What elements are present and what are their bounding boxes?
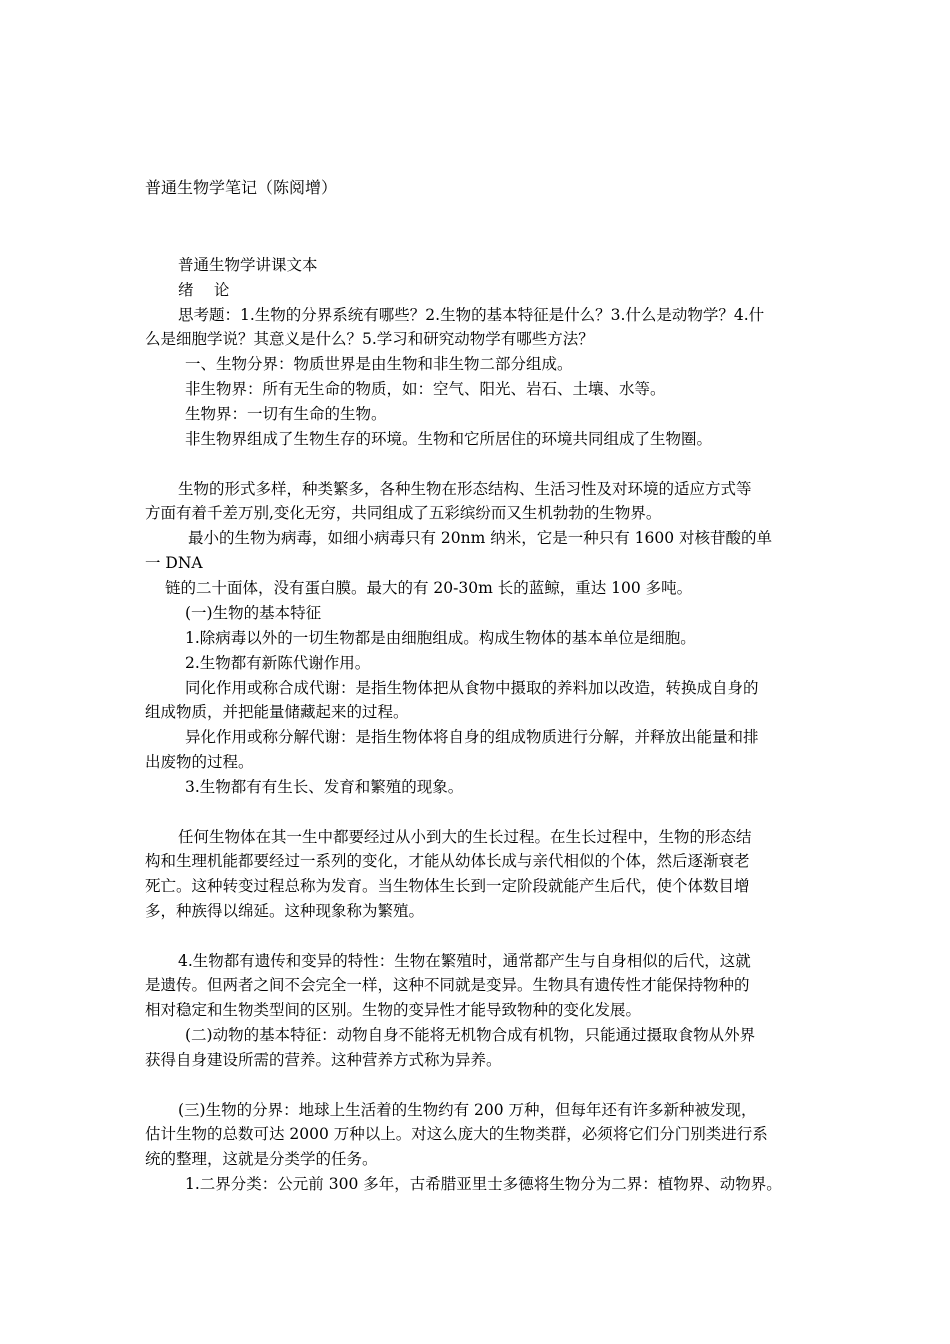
text-line: 非生物界：所有无生命的物质，如：空气、阳光、岩石、土壤、水等。 xyxy=(185,380,666,398)
text-line: 思考题：1.生物的分界系统有哪些？2.生物的基本特征是什么？3.什么是动物学？4.什 xyxy=(178,306,765,324)
text-line: (一)生物的基本特征 xyxy=(185,604,322,622)
text-line: 获得自身建设所需的营养。这种营养方式称为异养。 xyxy=(145,1051,502,1069)
text-line: 异化作用或称分解代谢：是指生物体将自身的组成物质进行分解，并释放出能量和排 xyxy=(185,728,759,746)
text-line: 估计生物的总数可达 2000 万种以上。对这么庞大的生物类群，必须将它们分门别类进行系 xyxy=(145,1125,768,1143)
text-line: 方面有着千差万别,变化无穷，共同组成了五彩缤纷而又生机勃勃的生物界。 xyxy=(145,504,662,522)
text-line: 多，种族得以绵延。这种现象称为繁殖。 xyxy=(145,902,425,920)
text-line: 任何生物体在其一生中都要经过从小到大的生长过程。在生长过程中，生物的形态结 xyxy=(178,828,752,846)
document-subtitle: 普通生物学讲课文本 xyxy=(178,256,318,274)
text-line: (二)动物的基本特征：动物自身不能将无机物合成有机物，只能通过摄取食物从外界 xyxy=(185,1026,756,1044)
text-line: 1.二界分类：公元前 300 多年，古希腊亚里士多德将生物分为二界：植物界、动物界。 xyxy=(185,1175,782,1193)
text-line: 么是细胞学说？其意义是什么？5.学习和研究动物学有哪些方法？ xyxy=(145,330,594,348)
text-line: 同化作用或称合成代谢：是指生物体把从食物中摄取的养料加以改造，转换成自身的 xyxy=(185,679,759,697)
text-line: 非生物界组成了生物生存的环境。生物和它所居住的环境共同组成了生物圈。 xyxy=(185,430,713,448)
text-line: 3.生物都有有生长、发育和繁殖的现象。 xyxy=(185,778,464,796)
text-line: 相对稳定和生物类型间的区别。生物的变异性才能导致物种的变化发展。 xyxy=(145,1001,642,1019)
text-line: 1.除病毒以外的一切生物都是由细胞组成。构成生物体的基本单位是细胞。 xyxy=(185,629,696,647)
text-line: 一、生物分界：物质世界是由生物和非生物二部分组成。 xyxy=(185,355,573,373)
text-line: 一 DNA xyxy=(145,554,203,572)
text-line: 组成物质，并把能量储藏起来的过程。 xyxy=(145,703,409,721)
text-line: 生物的形式多样，种类繁多，各种生物在形态结构、生活习性及对环境的适应方式等 xyxy=(178,480,752,498)
text-line: 2.生物都有新陈代谢作用。 xyxy=(185,654,371,672)
text-line: 4.生物都有遗传和变异的特性：生物在繁殖时，通常都产生与自身相似的后代，这就 xyxy=(178,952,751,970)
section-heading: 绪 论 xyxy=(178,281,230,299)
text-line: 构和生理机能都要经过一系列的变化，才能从幼体长成与亲代相似的个体，然后逐渐衰老 xyxy=(145,852,750,870)
document-title: 普通生物学笔记（陈阅增） xyxy=(145,178,338,197)
text-line: 链的二十面体，没有蛋白膜。最大的有 20-30m 长的蓝鲸，重达 100 多吨。 xyxy=(165,579,693,597)
text-line: 死亡。这种转变过程总称为发育。当生物体生长到一定阶段就能产生后代，使个体数目增 xyxy=(145,877,750,895)
text-line: 出废物的过程。 xyxy=(145,753,254,771)
text-line: (三)生物的分界：地球上生活着的生物约有 200 万种，但每年还有许多新种被发现， xyxy=(178,1101,757,1119)
text-line: 最小的生物为病毒，如细小病毒只有 20nm 纳米，它是一种只有 1600 对核苷酸的单 xyxy=(188,529,773,547)
text-line: 统的整理，这就是分类学的任务。 xyxy=(145,1150,378,1168)
text-line: 生物界：一切有生命的生物。 xyxy=(185,405,387,423)
text-line: 是遗传。但两者之间不会完全一样，这种不同就是变异。生物具有遗传性才能保持物种的 xyxy=(145,976,750,994)
